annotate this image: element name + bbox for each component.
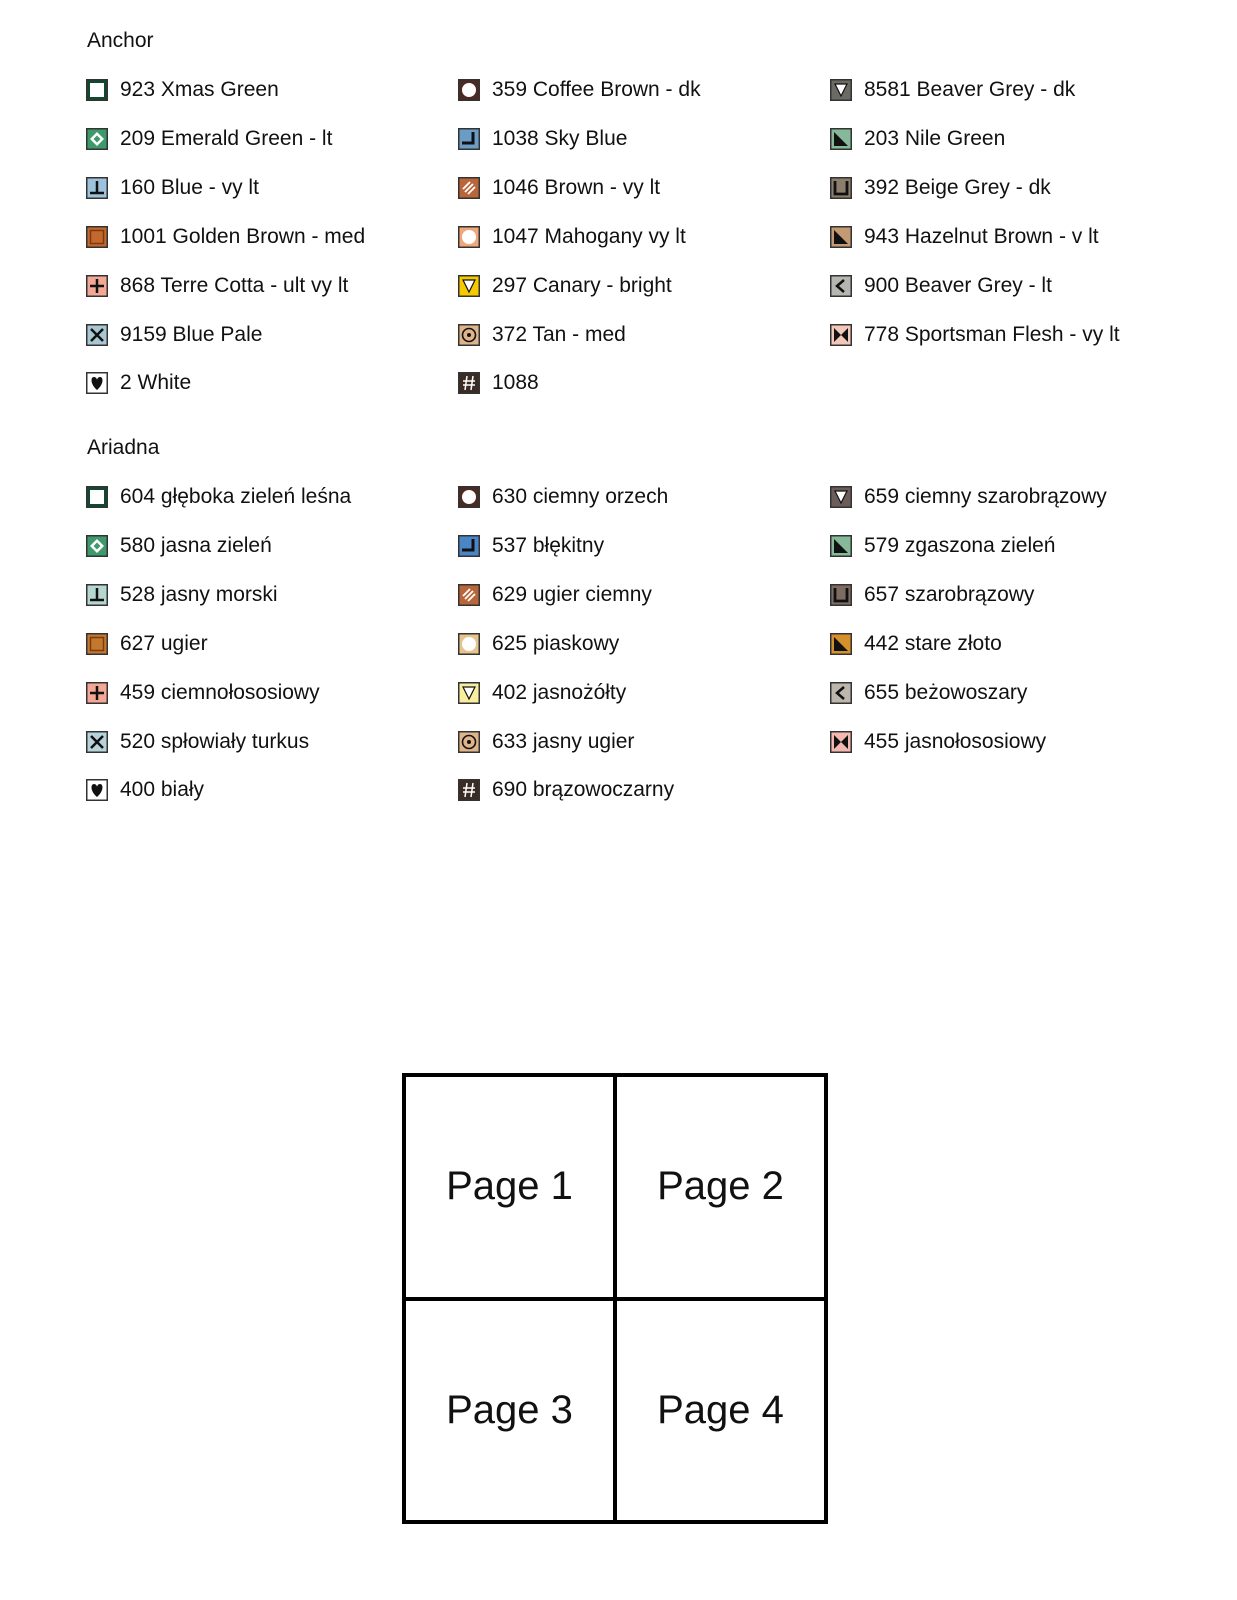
heart-icon [86,372,108,394]
corner-triangle-icon [830,226,852,248]
legend-item [458,484,668,510]
legend-item-label: 1046 Brown - vy lt [492,175,661,199]
legend-item-label: 372 Tan - med [492,322,626,346]
legend-item [86,680,320,706]
legend-item [86,484,351,510]
bowtie-icon [830,324,852,346]
corner-bracket-icon [458,535,480,557]
legend-item-label: 442 stare złoto [864,631,1002,655]
legend-item [830,322,1120,348]
legend-item-label: 627 ugier [120,631,208,655]
legend-item-label: 402 jasnożółty [492,680,627,704]
hash-icon [458,779,480,801]
legend-item [86,777,204,803]
triangle-down-icon [458,275,480,297]
legend-item [86,322,262,348]
legend-item [830,582,1034,608]
plus-icon [86,682,108,704]
plus-icon [86,275,108,297]
chevron-left-icon [830,275,852,297]
legend-item-label: 604 głęboka zieleń leśna [120,485,352,508]
legend-item [830,631,1002,657]
square-outline-icon [86,486,108,508]
triangle-down-icon [830,79,852,101]
legend-item-label: 9159 Blue Pale [120,322,263,346]
legend-item-label: 359 Coffee Brown - dk [492,78,701,101]
legend-item-label: 659 ciemny szarobrązowy [864,485,1107,508]
legend-item [830,224,1099,250]
legend-item [830,680,1027,706]
legend-item [458,370,539,396]
page-4-cell: Page 4 [615,1299,824,1521]
legend-item [458,777,674,803]
square-in-square-icon [86,633,108,655]
legend-item [458,729,634,755]
legend-item [86,224,365,250]
legend-item-label: 579 zgaszona zieleń [864,533,1056,557]
corner-triangle-icon [830,128,852,150]
square-outline-icon [86,79,108,101]
diagonal-lines-icon [458,584,480,606]
diamond-icon [86,128,108,150]
legend-item [86,370,191,396]
x-mark-icon [86,731,108,753]
legend-item [86,175,259,201]
hash-icon [458,372,480,394]
legend-item-label: 537 błękitny [492,533,605,557]
dot-circle-icon [458,731,480,753]
circle-outline-icon [458,633,480,655]
legend-item-label: 520 spłowiały turkus [120,729,310,753]
legend-item [458,680,626,706]
legend-item-label: 459 ciemnołososiowy [120,680,320,704]
ariadna-section-title: Ariadna [87,436,160,459]
page-1-cell: Page 1 [406,1077,615,1299]
page-3-cell: Page 3 [406,1299,615,1521]
legend-item-label: 657 szarobrązowy [864,582,1035,606]
triangle-down-icon [830,486,852,508]
legend-item [458,631,619,657]
legend-item-label: 392 Beige Grey - dk [864,175,1051,199]
legend-item-label: 580 jasna zieleń [120,533,272,557]
legend-item [830,126,1005,152]
legend-item-label: 297 Canary - bright [492,273,672,297]
legend-item [86,533,272,559]
legend-item-label: 2 White [120,371,192,395]
heart-icon [86,779,108,801]
legend-item-label: 633 jasny ugier [492,729,635,753]
dot-circle-icon [458,324,480,346]
legend-item [830,484,1107,510]
circle-outline-icon [458,486,480,508]
legend-item [458,224,686,250]
legend-item [830,77,1075,103]
corner-triangle-icon [830,633,852,655]
bowtie-icon [830,731,852,753]
legend-item-label: 8581 Beaver Grey - dk [864,78,1076,101]
legend-item [458,582,652,608]
legend-item [86,631,208,657]
legend-item-label: 209 Emerald Green - lt [120,126,333,150]
circle-outline-icon [458,226,480,248]
legend-item [458,126,627,152]
legend-item [830,175,1051,201]
corner-bracket-icon [458,128,480,150]
legend-item-label: 868 Terre Cotta - ult vy lt [120,273,349,297]
diamond-icon [86,535,108,557]
legend-item [458,533,604,559]
inverted-t-icon [86,584,108,606]
legend-item-label: 655 beżowoszary [864,680,1028,704]
triangle-down-icon [458,682,480,704]
chevron-left-icon [830,682,852,704]
legend-item-label: 943 Hazelnut Brown - v lt [864,224,1099,248]
legend-item-label: 625 piaskowy [492,631,620,655]
x-mark-icon [86,324,108,346]
legend-item-label: 630 ciemny orzech [492,485,669,508]
legend-item [86,126,332,152]
legend-item-label: 1038 Sky Blue [492,126,628,150]
legend-item [458,273,672,299]
legend-item [86,729,309,755]
anchor-section-title: Anchor [87,29,154,52]
legend-item-label: 900 Beaver Grey - lt [864,273,1052,297]
corner-triangle-icon [830,535,852,557]
legend-item-label: 923 Xmas Green [120,78,279,101]
legend-item-label: 1001 Golden Brown - med [120,224,366,248]
legend-item [830,533,1055,559]
legend-item-label: 690 brązowoczarny [492,778,675,802]
legend-item-label: 455 jasnołososiowy [864,729,1047,753]
legend-item [86,582,278,608]
legend-item [830,273,1052,299]
legend-item-label: 1088 [492,371,539,395]
page-layout-grid [402,1073,828,1524]
diagonal-lines-icon [458,177,480,199]
legend-item [86,77,279,103]
legend-item-label: 629 ugier ciemny [492,582,652,606]
inverted-t-icon [86,177,108,199]
circle-outline-icon [458,79,480,101]
u-shape-icon [830,584,852,606]
legend-item [86,273,348,299]
legend-item-label: 778 Sportsman Flesh - vy lt [864,322,1120,346]
legend-item [458,77,701,103]
legend-item-label: 203 Nile Green [864,126,1006,150]
u-shape-icon [830,177,852,199]
page-2-cell: Page 2 [615,1077,824,1299]
legend-item [458,175,660,201]
legend-item-label: 528 jasny morski [120,582,278,606]
legend-item-label: 1047 Mahogany vy lt [492,224,686,248]
square-in-square-icon [86,226,108,248]
legend-item [458,322,626,348]
legend-item-label: 400 biały [120,778,205,802]
legend-item [830,729,1046,755]
legend-item-label: 160 Blue - vy lt [120,175,259,199]
